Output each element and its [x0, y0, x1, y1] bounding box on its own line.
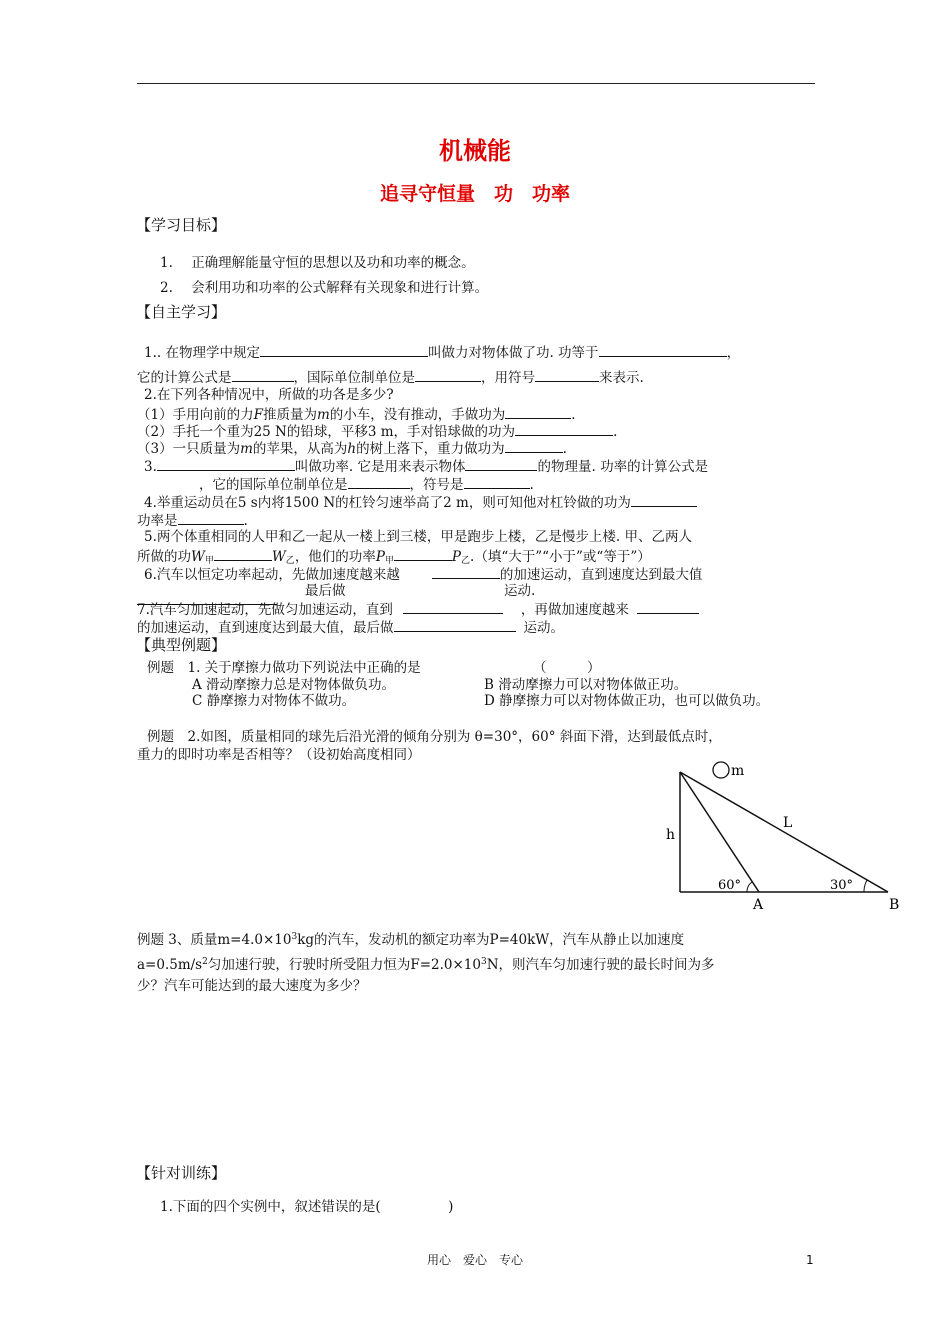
q2-2-blank[interactable]	[515, 421, 613, 436]
label-h: h	[666, 827, 676, 843]
q7-blank-accel[interactable]	[637, 599, 699, 614]
goal-1-text: 正确理解能量守恒的思想以及功和功率的概念。	[191, 255, 475, 271]
label-angle-30: 30°	[830, 878, 854, 893]
q2-intro: 2.在下列各种情况中，所做的功各是多少?	[144, 387, 394, 403]
label-L: L	[783, 815, 793, 831]
q4-line-1: 4.举重运动员在5 s内将1500 N的杠铃匀速举高了2 m，则可知他对杠铃做的功为	[144, 492, 697, 512]
q3-blank-quantity[interactable]	[465, 456, 537, 471]
q4-blank-power[interactable]	[178, 510, 244, 525]
q3-blank-definition[interactable]	[157, 456, 295, 471]
training-heading: 【针对训练】	[136, 1164, 227, 1182]
q4-line-2: 功率是 .	[137, 510, 248, 530]
q2-1-blank[interactable]	[505, 404, 571, 419]
q2-3-blank[interactable]	[505, 438, 563, 453]
q3-blank-symbol[interactable]	[464, 474, 530, 489]
label-B: B	[889, 897, 900, 913]
example-1-option-c: C 静摩擦力对物体不做功。	[192, 693, 356, 709]
q7-line-2: 的加速运动，直到速度达到最大值，最后做 运动。	[137, 617, 564, 637]
goals-heading: 【学习目标】	[136, 216, 227, 234]
q3-blank-formula[interactable]	[137, 475, 199, 489]
angle-arc-30	[864, 880, 867, 892]
footer-motto: 用心 爱心 专心	[426, 1253, 523, 1267]
q4-blank-work[interactable]	[631, 492, 697, 507]
q1-blank-unit[interactable]	[415, 367, 481, 382]
q6-line-2-b: 运动.	[504, 583, 536, 599]
q2-item-3: （3）一只质量为m的苹果，从高为h的树上落下，重力做功为 .	[137, 438, 567, 458]
label-A: A	[753, 897, 764, 913]
q7-line-1: 7.汽车匀加速起动，先做匀加速运动，直到 ，再做加速度越来	[137, 599, 699, 619]
example-1-option-b: B 滑动摩擦力可以对物体做正功。	[484, 677, 688, 693]
q2-item-2: （2）手托一个重为25 N的铅球，平移3 m，手对铅球做的功为 .	[137, 421, 617, 441]
incline-figure	[660, 755, 910, 915]
q1-line-1: 1.. 在物理学中规定 叫做力对物体做了功. 功等于 ，	[144, 342, 740, 362]
q6-blank-accel[interactable]	[432, 564, 500, 579]
goal-2-text: 会利用功和功率的公式解释有关现象和进行计算。	[191, 280, 489, 296]
q6-line-2-a: 最后做	[305, 583, 346, 599]
example-1-option-d: D 静摩擦力可以对物体做正功，也可以做负功。	[484, 693, 770, 709]
example-1-stem: 例题 1. 关于摩擦力做功下列说法中正确的是	[147, 660, 421, 676]
q1-blank-equals[interactable]	[599, 342, 727, 357]
example-1-answer-paren[interactable]: （ ）	[533, 660, 601, 676]
page-number: 1	[806, 1253, 814, 1267]
example-1-option-a: A 滑动摩擦力总是对物体做负功。	[192, 677, 396, 693]
header-rule	[137, 83, 815, 84]
q2-item-1: （1）手用向前的力F推质量为m的小车，没有推动，手做功为 .	[137, 404, 576, 424]
q3-blank-unit[interactable]	[348, 474, 410, 489]
page-subtitle: 追寻守恒量 功 功率	[379, 183, 570, 205]
label-m: m	[731, 763, 745, 779]
self-study-heading: 【自主学习】	[136, 303, 227, 321]
example-3-line-2: $a=0.5m/s^2$匀加速行驶，行驶时所受阻力恒为$F=2.0\times 10^3N$，则汽车匀加速行驶的最长时间为多	[137, 957, 715, 973]
goal-2-number: 2.	[160, 280, 173, 296]
goal-item-1	[160, 254, 475, 272]
shallow-incline	[680, 772, 888, 892]
example-3-line-1: 例题 3、质量$m=4.0\times 10^3kg$的汽车，发动机的额定功率为P=40kW，汽车从静止以加速度	[137, 932, 685, 948]
q1-blank-symbol[interactable]	[535, 367, 599, 382]
q7-blank-finally[interactable]	[394, 617, 516, 632]
ball-icon	[713, 762, 729, 778]
steep-incline	[680, 772, 759, 892]
q7-strike	[137, 604, 277, 605]
q3-line-1: 3. 叫做功率. 它是用来表示物体 的物理量. 功率的计算公式是	[144, 456, 708, 476]
q1-line-2: 它的计算公式是 ，国际单位制单位是 ，用符号 来表示.	[137, 367, 644, 387]
q5-line-2: 所做的功$W_甲$ $W_乙$，他们的功率$P_甲$ $P_乙$.（填“大于”“小于”或“等于”）	[137, 546, 651, 570]
q1-blank-formula[interactable]	[232, 367, 294, 382]
q5-blank-work[interactable]	[214, 546, 272, 561]
q5-line-1: 5.两个体重相同的人甲和乙一起从一楼上到三楼，甲是跑步上楼，乙是慢步上楼. 甲、乙两人	[144, 529, 692, 545]
page-title: 机械能	[439, 137, 511, 165]
example-3-line-3: 少？汽车可能达到的最大速度为多少？	[137, 978, 367, 994]
goal-item-2	[160, 279, 488, 297]
q5-blank-power[interactable]	[394, 546, 452, 561]
q3-line-2: ，它的国际单位制单位是 ，符号是 .	[137, 474, 534, 494]
q1-blank-definition[interactable]	[260, 342, 428, 357]
q7-blank-until[interactable]	[403, 599, 503, 614]
q6-line-1: 6.汽车以恒定功率起动，先做加速度越来越 的加速运动，直到速度达到最大值	[144, 564, 702, 584]
example-2-line-2: 重力的即时功率是否相等？（设初始高度相同）	[137, 747, 421, 763]
training-q1: 1.下面的四个实例中，叙述错误的是( )	[160, 1199, 454, 1215]
example-2-line-1: 例题 2.如图，质量相同的球先后沿光滑的倾角分别为 θ=30°，60° 斜面下滑，达到最低点时，	[147, 729, 722, 745]
examples-heading: 【典型例题】	[136, 636, 227, 654]
angle-arc-60	[747, 882, 752, 892]
label-angle-60: 60°	[718, 878, 742, 893]
goal-1-number: 1.	[160, 255, 173, 271]
